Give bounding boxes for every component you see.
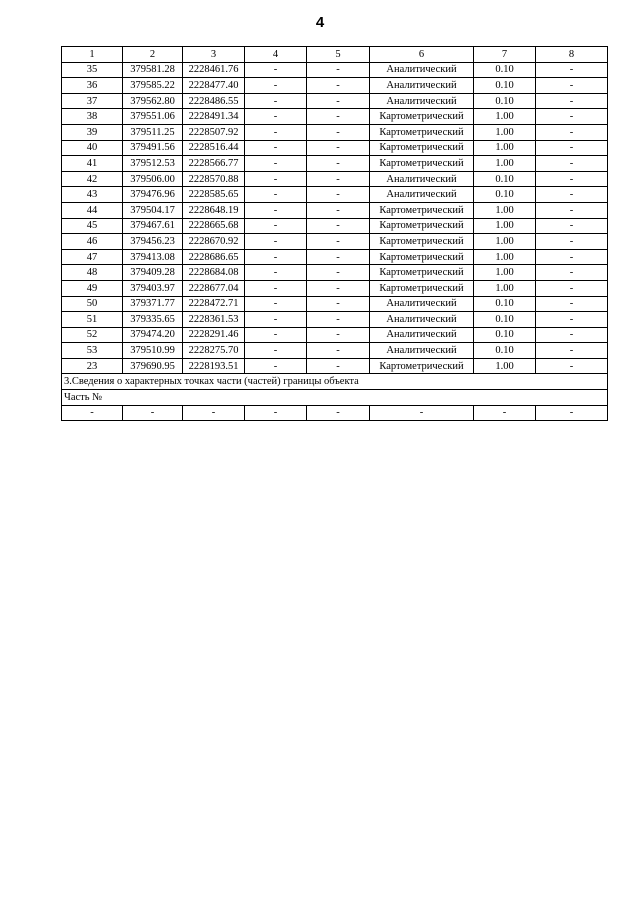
page-number: 4 bbox=[315, 14, 325, 31]
table-cell: - bbox=[245, 249, 307, 265]
table-cell: - bbox=[536, 140, 608, 156]
table-cell: 2228461.76 bbox=[183, 62, 245, 78]
table-cell: - bbox=[536, 62, 608, 78]
table-cell: 2228686.65 bbox=[183, 249, 245, 265]
table-cell: 0.10 bbox=[474, 343, 536, 359]
table-cell: 2228670.92 bbox=[183, 234, 245, 250]
table-cell: - bbox=[245, 280, 307, 296]
table-cell: - bbox=[536, 327, 608, 343]
table-cell: Аналитический bbox=[370, 187, 474, 203]
table-row bbox=[62, 171, 608, 187]
table-cell: - bbox=[536, 234, 608, 250]
table-cell: 379456.23 bbox=[123, 234, 183, 250]
table-cell: 2228677.04 bbox=[183, 280, 245, 296]
table-row bbox=[62, 62, 608, 78]
table-cell: 2228275.70 bbox=[183, 343, 245, 359]
table-cell: 1.00 bbox=[474, 280, 536, 296]
table-cell: 0.10 bbox=[474, 93, 536, 109]
column-header: 5 bbox=[307, 47, 370, 63]
table-cell: 379474.20 bbox=[123, 327, 183, 343]
table-cell: Картометрический bbox=[370, 109, 474, 125]
table-cell: - bbox=[536, 265, 608, 281]
table-row bbox=[62, 358, 608, 374]
table-cell: Картометрический bbox=[370, 265, 474, 281]
table-cell: - bbox=[245, 140, 307, 156]
table-cell: 47 bbox=[62, 249, 123, 265]
column-header: 4 bbox=[245, 47, 307, 63]
table-cell: Картометрический bbox=[370, 202, 474, 218]
table-cell: - bbox=[536, 405, 608, 421]
table-cell: Картометрический bbox=[370, 156, 474, 172]
table-body bbox=[62, 62, 608, 374]
table-cell: Аналитический bbox=[370, 78, 474, 94]
table-cell: 35 bbox=[62, 62, 123, 78]
table-cell: - bbox=[536, 187, 608, 203]
table-cell: 36 bbox=[62, 78, 123, 94]
table-cell: 0.10 bbox=[474, 327, 536, 343]
table-cell: - bbox=[536, 124, 608, 140]
table-cell: Картометрический bbox=[370, 280, 474, 296]
table-cell: - bbox=[245, 312, 307, 328]
table-cell: 379585.22 bbox=[123, 78, 183, 94]
table-cell: - bbox=[307, 78, 370, 94]
table-cell: - bbox=[307, 405, 370, 421]
table-cell: 2228491.34 bbox=[183, 109, 245, 125]
table-cell: 379413.08 bbox=[123, 249, 183, 265]
table-cell: - bbox=[245, 109, 307, 125]
table-cell: - bbox=[307, 202, 370, 218]
table-cell: - bbox=[307, 187, 370, 203]
table-row bbox=[62, 234, 608, 250]
table-cell: 0.10 bbox=[474, 296, 536, 312]
table-cell: 43 bbox=[62, 187, 123, 203]
table-cell: 379335.65 bbox=[123, 312, 183, 328]
table-header-row bbox=[62, 47, 608, 63]
table-row bbox=[62, 312, 608, 328]
table-row bbox=[62, 265, 608, 281]
table-cell: - bbox=[307, 327, 370, 343]
table-row bbox=[62, 93, 608, 109]
table-cell: - bbox=[536, 280, 608, 296]
table-cell: 2228472.71 bbox=[183, 296, 245, 312]
table-cell: - bbox=[245, 296, 307, 312]
column-header: 6 bbox=[370, 47, 474, 63]
table-cell: - bbox=[536, 249, 608, 265]
table-cell: 2228486.55 bbox=[183, 93, 245, 109]
table-cell: 39 bbox=[62, 124, 123, 140]
table-cell: 1.00 bbox=[474, 358, 536, 374]
table-cell: 1.00 bbox=[474, 140, 536, 156]
table-row bbox=[62, 327, 608, 343]
table-cell: 0.10 bbox=[474, 187, 536, 203]
table-cell: 2228507.92 bbox=[183, 124, 245, 140]
column-header: 1 bbox=[62, 47, 123, 63]
table-cell: - bbox=[307, 124, 370, 140]
table-cell: 50 bbox=[62, 296, 123, 312]
table-cell: 1.00 bbox=[474, 109, 536, 125]
table-cell: - bbox=[307, 171, 370, 187]
table-cell: 48 bbox=[62, 265, 123, 281]
table-cell: - bbox=[245, 187, 307, 203]
table-cell: 53 bbox=[62, 343, 123, 359]
table-cell: 379581.28 bbox=[123, 62, 183, 78]
table-cell: 2228361.53 bbox=[183, 312, 245, 328]
table-cell: Аналитический bbox=[370, 171, 474, 187]
table-cell: - bbox=[370, 405, 474, 421]
table-row bbox=[62, 296, 608, 312]
table-cell: - bbox=[307, 156, 370, 172]
table-cell: Аналитический bbox=[370, 343, 474, 359]
table-cell: - bbox=[536, 312, 608, 328]
table-cell: - bbox=[307, 343, 370, 359]
table-cell: 1.00 bbox=[474, 124, 536, 140]
table-cell: 379476.96 bbox=[123, 187, 183, 203]
table-cell: 2228291.46 bbox=[183, 327, 245, 343]
table-row bbox=[62, 78, 608, 94]
table-cell: - bbox=[307, 296, 370, 312]
table-cell: - bbox=[307, 249, 370, 265]
part-label: Часть № bbox=[62, 390, 608, 406]
table-cell: 46 bbox=[62, 234, 123, 250]
table-cell: - bbox=[183, 405, 245, 421]
table-cell: - bbox=[245, 358, 307, 374]
table-cell: Аналитический bbox=[370, 327, 474, 343]
table-cell: 44 bbox=[62, 202, 123, 218]
table-cell: - bbox=[536, 358, 608, 374]
table-row bbox=[62, 280, 608, 296]
table-cell: Картометрический bbox=[370, 358, 474, 374]
table-row bbox=[62, 202, 608, 218]
table-cell: 49 bbox=[62, 280, 123, 296]
table-cell: - bbox=[307, 312, 370, 328]
table-cell: 2228566.77 bbox=[183, 156, 245, 172]
table-cell: - bbox=[307, 62, 370, 78]
table-cell: 0.10 bbox=[474, 171, 536, 187]
table-cell: 1.00 bbox=[474, 156, 536, 172]
table-row bbox=[62, 218, 608, 234]
table-cell: - bbox=[245, 405, 307, 421]
table-row bbox=[62, 249, 608, 265]
table-cell: 0.10 bbox=[474, 78, 536, 94]
table-row bbox=[62, 109, 608, 125]
part-label-row bbox=[62, 390, 608, 406]
table-cell: 379409.28 bbox=[123, 265, 183, 281]
table-cell: 1.00 bbox=[474, 249, 536, 265]
table-cell: - bbox=[307, 109, 370, 125]
table-cell: 379510.99 bbox=[123, 343, 183, 359]
table-cell: - bbox=[245, 218, 307, 234]
table-cell: Аналитический bbox=[370, 296, 474, 312]
table-row bbox=[62, 124, 608, 140]
table-cell: 38 bbox=[62, 109, 123, 125]
table-cell: - bbox=[536, 202, 608, 218]
table-cell: - bbox=[307, 93, 370, 109]
table-cell: Аналитический bbox=[370, 62, 474, 78]
table-cell: 379511.25 bbox=[123, 124, 183, 140]
empty-part-row bbox=[62, 405, 608, 421]
table-cell: 379491.56 bbox=[123, 140, 183, 156]
table-cell: 2228477.40 bbox=[183, 78, 245, 94]
table-cell: - bbox=[536, 218, 608, 234]
table-cell: 42 bbox=[62, 171, 123, 187]
table-cell: 2228585.65 bbox=[183, 187, 245, 203]
table-cell: - bbox=[245, 124, 307, 140]
table-cell: 0.10 bbox=[474, 312, 536, 328]
table-cell: - bbox=[245, 171, 307, 187]
table-cell: - bbox=[245, 93, 307, 109]
column-header: 3 bbox=[183, 47, 245, 63]
table-cell: 379562.80 bbox=[123, 93, 183, 109]
table-cell: - bbox=[307, 280, 370, 296]
table-cell: - bbox=[307, 140, 370, 156]
table-cell: 2228684.08 bbox=[183, 265, 245, 281]
table-cell: 40 bbox=[62, 140, 123, 156]
table-cell: - bbox=[536, 78, 608, 94]
column-header: 7 bbox=[474, 47, 536, 63]
table-row bbox=[62, 187, 608, 203]
table-cell: - bbox=[307, 358, 370, 374]
table-cell: Картометрический bbox=[370, 124, 474, 140]
table-cell: 379690.95 bbox=[123, 358, 183, 374]
table-row bbox=[62, 343, 608, 359]
table-cell: 2228648.19 bbox=[183, 202, 245, 218]
table-cell: - bbox=[474, 405, 536, 421]
table-cell: - bbox=[245, 234, 307, 250]
table-cell: 379512.53 bbox=[123, 156, 183, 172]
table-cell: - bbox=[245, 327, 307, 343]
table-cell: 2228516.44 bbox=[183, 140, 245, 156]
table-cell: 37 bbox=[62, 93, 123, 109]
table-row bbox=[62, 140, 608, 156]
table-cell: 52 bbox=[62, 327, 123, 343]
table-cell: 1.00 bbox=[474, 265, 536, 281]
table-cell: - bbox=[245, 62, 307, 78]
table-cell: 2228193.51 bbox=[183, 358, 245, 374]
table-cell: 379467.61 bbox=[123, 218, 183, 234]
table-cell: Картометрический bbox=[370, 249, 474, 265]
table-cell: - bbox=[245, 156, 307, 172]
table-cell: - bbox=[245, 202, 307, 218]
table-cell: 23 bbox=[62, 358, 123, 374]
boundary-points-table bbox=[61, 46, 608, 421]
table-cell: 45 bbox=[62, 218, 123, 234]
table-cell: - bbox=[536, 171, 608, 187]
table-cell: 379371.77 bbox=[123, 296, 183, 312]
column-header: 8 bbox=[536, 47, 608, 63]
table-cell: 1.00 bbox=[474, 202, 536, 218]
table-cell: 1.00 bbox=[474, 218, 536, 234]
table-cell: 51 bbox=[62, 312, 123, 328]
table-cell: Картометрический bbox=[370, 234, 474, 250]
table-cell: - bbox=[307, 234, 370, 250]
table-cell: 379551.06 bbox=[123, 109, 183, 125]
table-cell: - bbox=[307, 218, 370, 234]
table-cell: - bbox=[245, 265, 307, 281]
table-cell: 1.00 bbox=[474, 234, 536, 250]
table-cell: 379403.97 bbox=[123, 280, 183, 296]
table-cell: - bbox=[536, 93, 608, 109]
table-cell: - bbox=[62, 405, 123, 421]
table-cell: - bbox=[245, 78, 307, 94]
table-cell: Картометрический bbox=[370, 218, 474, 234]
table-cell: 2228665.68 bbox=[183, 218, 245, 234]
table-cell: - bbox=[536, 109, 608, 125]
table-cell: 379506.00 bbox=[123, 171, 183, 187]
table-cell: Картометрический bbox=[370, 140, 474, 156]
table-cell: - bbox=[536, 296, 608, 312]
section-title: 3.Сведения о характерных точках части (частей) границы объекта bbox=[62, 374, 608, 390]
table-cell: 379504.17 bbox=[123, 202, 183, 218]
table-cell: - bbox=[123, 405, 183, 421]
table-row bbox=[62, 156, 608, 172]
table-cell: 0.10 bbox=[474, 62, 536, 78]
table-cell: Аналитический bbox=[370, 312, 474, 328]
table-cell: Аналитический bbox=[370, 93, 474, 109]
table-cell: - bbox=[245, 343, 307, 359]
section-title-row bbox=[62, 374, 608, 390]
table-cell: - bbox=[307, 265, 370, 281]
table-cell: 2228570.88 bbox=[183, 171, 245, 187]
table-cell: 41 bbox=[62, 156, 123, 172]
table-cell: - bbox=[536, 343, 608, 359]
column-header: 2 bbox=[123, 47, 183, 63]
table-cell: - bbox=[536, 156, 608, 172]
